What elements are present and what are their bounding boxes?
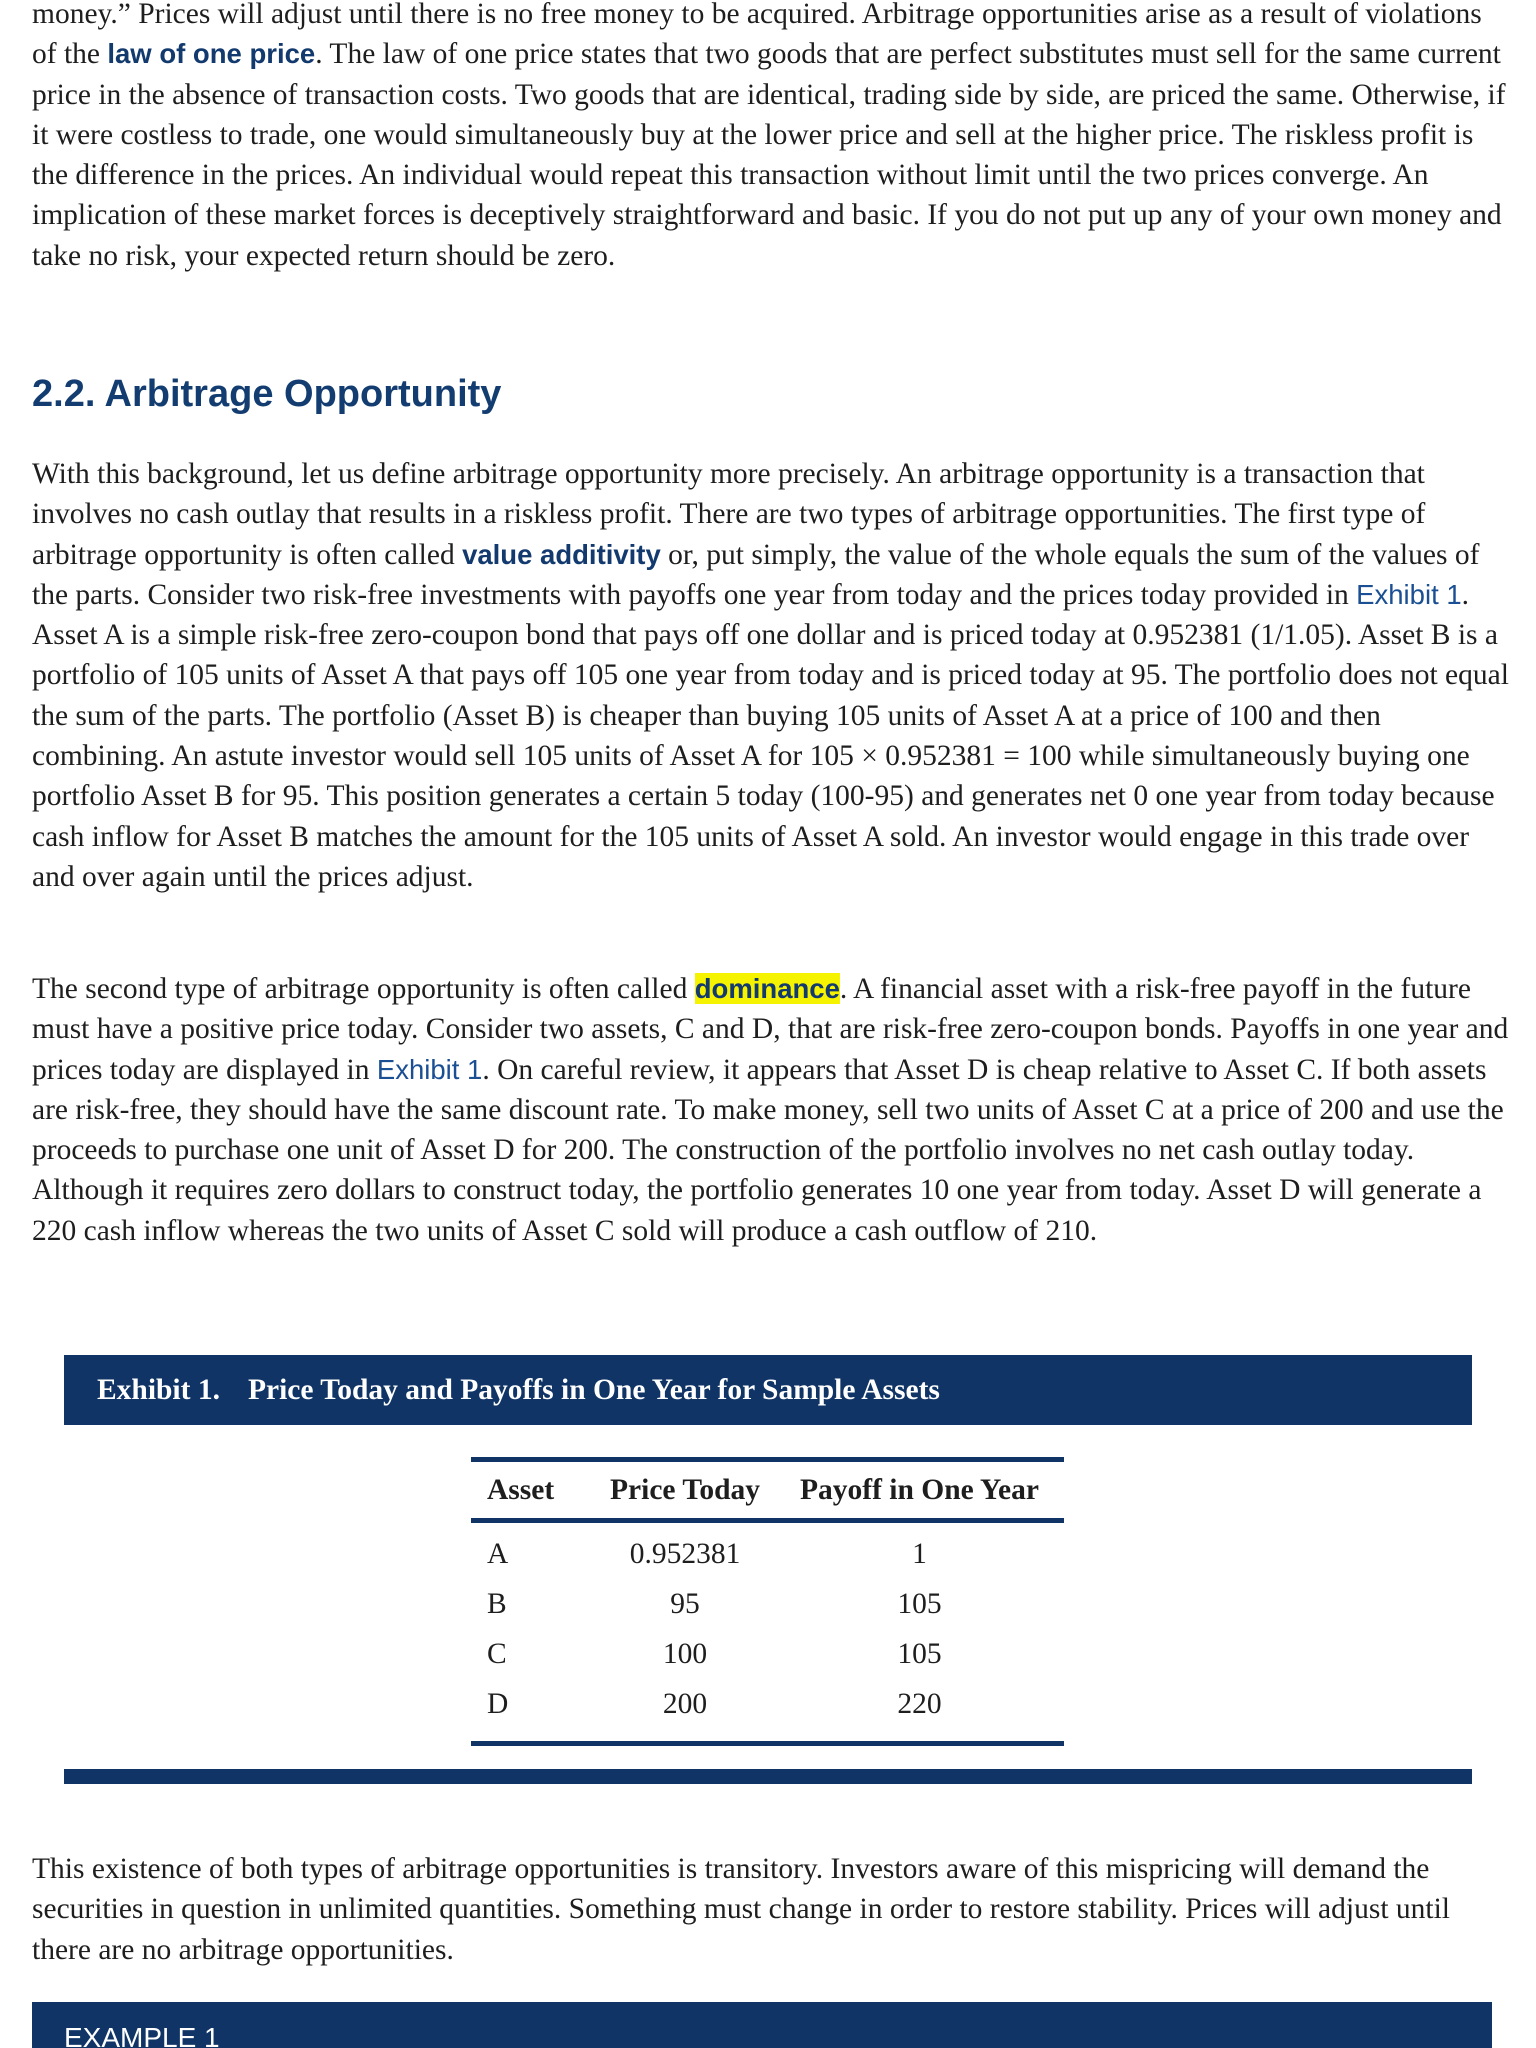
cell-price: 0.952381 [629,1537,741,1570]
example-label: EXAMPLE 1 [64,2022,220,2048]
table-row [471,1629,1064,1679]
text-run: . Asset A is a simple risk-free zero-coupon bond that pays off one dollar and is priced today at 0.952381 (1/1.05). Asset B is a portfolio of 105 units of Asset A that pays off 105 one year from today and is priced today at 95. The portfolio does not equal the sum of the parts. The portfolio (Asset B) is cheaper than buying 105 units of Asset A at a price of 100 and then combining. An astute investor would sell 105 units of Asset A for 105 × 0.952381 = 100 while simultaneously buying one portfolio Asset B for 95. This position generates a certain 5 today (100-95) and generates net 0 one year from today because cash inflow for Asset B matches the amount for the 105 units of Asset A sold. An investor would engage in this trade over and over again until the prices adjust. [32,578,1509,893]
table-row [471,1679,1064,1744]
example-header-bar [32,2002,1492,2048]
cell-price: 95 [670,1587,700,1620]
text-run: With this background, let us define arbitrage opportunity more precisely. An arbitrage opportunity is a transaction that involves no cash outlay that results in a riskless profit. There are two types of arbitrage opportunities. The first type of arbitrage opportunity is often called [32,458,1426,571]
paragraph-value-additivity [32,454,1512,897]
term-value-additivity[interactable]: value additivity [462,538,661,570]
exhibit-title: Price Today and Payoffs in One Year for Sample Assets [247,1374,940,1406]
cell-payoff: 220 [775,1679,1064,1744]
paragraph-transitory [32,1849,1512,1970]
text-run: . On careful review, it appears that Asset D is cheap relative to Asset C. If both assets are risk-free, they should have the same discount rate. To make money, sell two units of Asset C at a price of 200 and use the proceeds to purchase one unit of Asset D for 200. The construction of the portfolio involves no net cash outlay today. Although it requires zero dollars to construct today, the portfolio generates 10 one year from today. Asset D will generate a 220 cash inflow whereas the two units of Asset C sold will produce a cash outflow of 210. [32,1053,1504,1247]
exhibit-title-bar [64,1355,1472,1425]
cell-payoff: 105 [897,1637,942,1670]
cell-asset: B [487,1587,507,1620]
term-law-of-one-price[interactable]: law of one price [107,38,316,70]
text-run: This existence of both types of arbitrage opportunities is transitory. Investors aware of this mispricing will demand the securities in question in unlimited quantities. Something must change in order to restore stability. Prices will adjust until there are no arbitrage opportunities. [32,1853,1450,1966]
text-run: . The law of one price states that two goods that are perfect substitutes must sell for the same current price in the absence of transaction costs. Two goods that are identical, trading side by side, are priced the same. Otherwise, if it were costless to trade, one would simultaneously buy at the lower price and sell at the higher price. The riskless profit is the difference in the prices. An individual would repeat this transaction without limit until the two prices converge. An implication of these market forces is deceptively straightforward and basic. If you do not put up any of your own money and take no risk, your expected return should be zero. [32,38,1506,272]
table-row [471,1579,1064,1629]
cell-payoff: 1 [912,1537,927,1570]
exhibit-label: Exhibit 1. [97,1374,220,1406]
cell-asset: D [471,1679,595,1744]
column-header-asset: Asset [471,1460,595,1521]
text-run: The second type of arbitrage opportunity is often called [32,973,695,1005]
cell-price: 100 [662,1637,708,1670]
column-header-price-today: Price Today [595,1460,775,1521]
cell-asset: C [487,1637,507,1670]
paragraph-law-of-one-price [32,0,1512,276]
text-run: . A financial asset with a risk-free payoff in the future must have a positive price today. Consider two assets, C and D, that are risk-free zero-coupon bonds. Payoffs in one year and prices today are displayed in [32,973,1509,1086]
term-dominance-highlighted[interactable]: dominance [694,973,840,1004]
text-run: or, put simply, the value of the whole equals the sum of the values of the parts. Consider two risk-free investments with payoffs one year from today and the prices today provided in [32,538,1480,611]
exhibit-1-link[interactable]: Exhibit 1 [376,1053,483,1085]
table-row [471,1521,1064,1580]
exhibit-table [471,1457,1064,1746]
text-run: money.” Prices will adjust until there is no free money to be acquired. Arbitrage opportunities arise as a result of violations of the [32,0,1482,71]
exhibit-1-link[interactable]: Exhibit 1 [1356,578,1462,610]
cell-asset: A [487,1537,509,1570]
section-heading: 2.2. Arbitrage Opportunity [32,373,502,415]
exhibit-bottom-rule [64,1769,1472,1784]
table-header-row [471,1460,1064,1521]
cell-payoff: 105 [897,1587,942,1620]
cell-price: 200 [595,1679,775,1744]
column-header-payoff: Payoff in One Year [775,1460,1064,1521]
paragraph-dominance [32,969,1512,1251]
